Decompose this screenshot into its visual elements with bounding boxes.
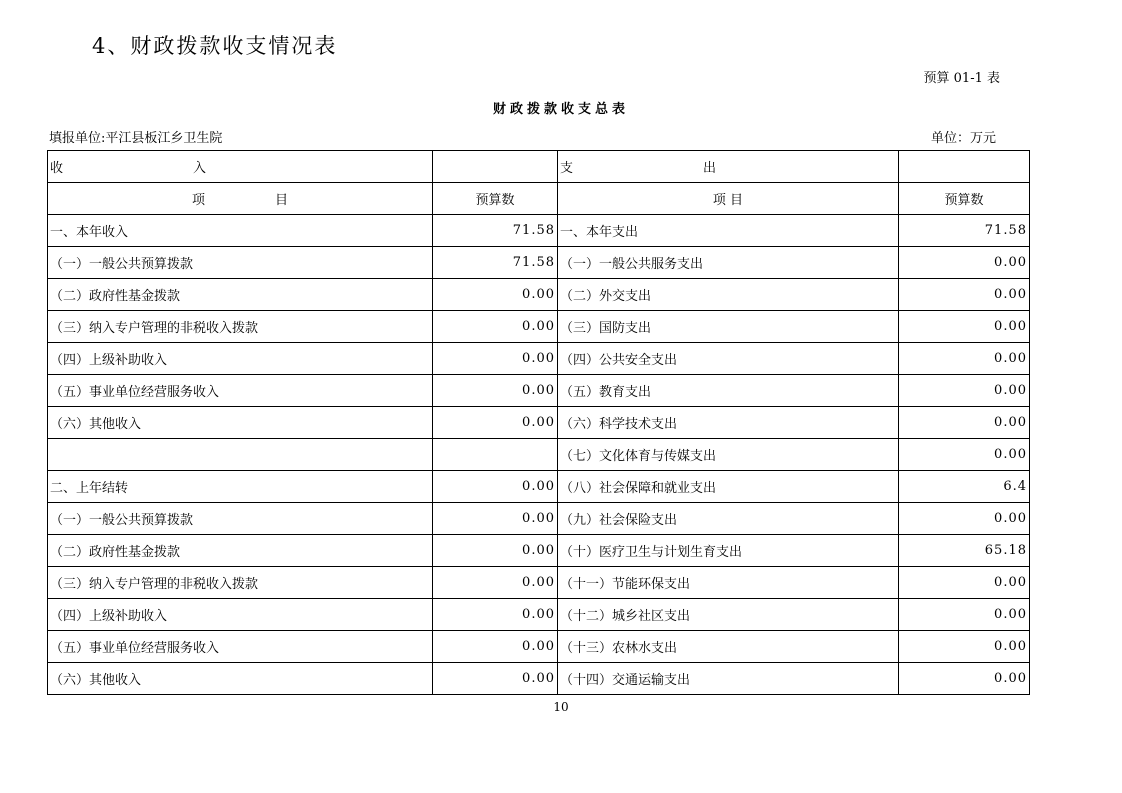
- expense-value-cell: 0.00: [899, 567, 1030, 599]
- expense-item-cell: （四）公共安全支出: [558, 343, 899, 375]
- expense-item-cell: （十四）交通运输支出: [558, 663, 899, 695]
- item-header-char-1: 项: [191, 193, 205, 208]
- expense-header: [558, 151, 899, 183]
- income-item-cell: （五）事业单位经营服务收入: [48, 631, 433, 663]
- table-row: [48, 599, 1030, 631]
- expense-header-char-2: 出: [703, 161, 717, 176]
- expense-item-cell: （五）教育支出: [558, 375, 899, 407]
- income-header-char-2: 入: [193, 161, 207, 176]
- page-number: 10: [553, 700, 569, 714]
- section-title: 4、财政拨款收支情况表: [92, 34, 338, 58]
- expense-value-cell: 0.00: [899, 279, 1030, 311]
- expense-value-cell: 0.00: [899, 631, 1030, 663]
- expense-item-cell: （三）国防支出: [558, 311, 899, 343]
- expense-item-cell: （十三）农林水支出: [558, 631, 899, 663]
- income-header-char-1: 收: [50, 161, 64, 176]
- item-header-char-2: 目: [275, 193, 289, 208]
- expense-value-cell: 0.00: [899, 311, 1030, 343]
- table-row: [48, 471, 1030, 503]
- table-row: [48, 247, 1030, 279]
- table-row: [48, 311, 1030, 343]
- income-value-cell: 0.00: [433, 567, 558, 599]
- income-item-column-header: [48, 183, 433, 215]
- expense-value-cell: 0.00: [899, 407, 1030, 439]
- income-item-cell: （六）其他收入: [48, 407, 433, 439]
- expense-budget-column-header: 预算数: [899, 183, 1030, 215]
- income-value-cell: 71.58: [433, 215, 558, 247]
- income-item-cell: （四）上级补助收入: [48, 599, 433, 631]
- income-header-blank: [433, 151, 558, 183]
- income-header: [48, 151, 433, 183]
- table-header-row: [48, 151, 1030, 183]
- income-item-cell: （六）其他收入: [48, 663, 433, 695]
- budget-table: [47, 150, 1030, 695]
- income-item-cell: [48, 439, 433, 471]
- expense-item-cell: （九）社会保险支出: [558, 503, 899, 535]
- table-row: [48, 375, 1030, 407]
- form-code: 预算 01-1 表: [923, 71, 1000, 86]
- expense-item-cell: （十一）节能环保支出: [558, 567, 899, 599]
- table-row: [48, 279, 1030, 311]
- income-value-cell: 0.00: [433, 343, 558, 375]
- income-item-cell: （三）纳入专户管理的非税收入拨款: [48, 311, 433, 343]
- table-row: [48, 663, 1030, 695]
- table-row: [48, 439, 1030, 471]
- expense-header-char-1: 支: [560, 161, 574, 176]
- table-row: [48, 503, 1030, 535]
- income-item-cell: （一）一般公共预算拨款: [48, 503, 433, 535]
- income-item-cell: （四）上级补助收入: [48, 343, 433, 375]
- income-value-cell: 0.00: [433, 503, 558, 535]
- income-value-cell: [433, 439, 558, 471]
- income-item-cell: （五）事业单位经营服务收入: [48, 375, 433, 407]
- expense-item-cell: （二）外交支出: [558, 279, 899, 311]
- currency-unit: 单位：万元: [930, 131, 996, 146]
- expense-value-cell: 0.00: [899, 247, 1030, 279]
- table-row: [48, 343, 1030, 375]
- income-item-cell: （二）政府性基金拨款: [48, 279, 433, 311]
- income-value-cell: 0.00: [433, 599, 558, 631]
- expense-value-cell: 65.18: [899, 535, 1030, 567]
- income-item-cell: （二）政府性基金拨款: [48, 535, 433, 567]
- table-body: [48, 151, 1030, 695]
- expense-value-cell: 6.4: [899, 471, 1030, 503]
- income-item-cell: （三）纳入专户管理的非税收入拨款: [48, 567, 433, 599]
- column-header-row: [48, 183, 1030, 215]
- expense-value-cell: 0.00: [899, 663, 1030, 695]
- expense-item-cell: （十二）城乡社区支出: [558, 599, 899, 631]
- expense-value-cell: 0.00: [899, 599, 1030, 631]
- expense-value-cell: 71.58: [899, 215, 1030, 247]
- income-value-cell: 0.00: [433, 663, 558, 695]
- income-value-cell: 0.00: [433, 311, 558, 343]
- income-value-cell: 0.00: [433, 279, 558, 311]
- income-item-cell: （一）一般公共预算拨款: [48, 247, 433, 279]
- table-row: [48, 215, 1030, 247]
- expense-item-cell: （六）科学技术支出: [558, 407, 899, 439]
- table-row: [48, 631, 1030, 663]
- expense-value-cell: 0.00: [899, 375, 1030, 407]
- income-value-cell: 71.58: [433, 247, 558, 279]
- table-row: [48, 535, 1030, 567]
- expense-item-cell: （七）文化体育与传媒支出: [558, 439, 899, 471]
- expense-header-blank: [899, 151, 1030, 183]
- income-budget-column-header: 预算数: [433, 183, 558, 215]
- expense-value-cell: 0.00: [899, 439, 1030, 471]
- expense-item-column-header: 项 目: [558, 183, 899, 215]
- income-value-cell: 0.00: [433, 375, 558, 407]
- expense-value-cell: 0.00: [899, 343, 1030, 375]
- income-item-cell: 二、上年结转: [48, 471, 433, 503]
- income-value-cell: 0.00: [433, 407, 558, 439]
- table-title: 财政拨款收支总表: [492, 102, 629, 117]
- expense-value-cell: 0.00: [899, 503, 1030, 535]
- expense-item-cell: （十）医疗卫生与计划生育支出: [558, 535, 899, 567]
- expense-item-cell: 一、本年支出: [558, 215, 899, 247]
- income-value-cell: 0.00: [433, 471, 558, 503]
- income-item-cell: 一、本年收入: [48, 215, 433, 247]
- table-row: [48, 407, 1030, 439]
- expense-item-cell: （一）一般公共服务支出: [558, 247, 899, 279]
- table-row: [48, 567, 1030, 599]
- expense-item-cell: （八）社会保障和就业支出: [558, 471, 899, 503]
- reporting-unit: 填报单位:平江县板江乡卫生院: [49, 131, 223, 146]
- income-value-cell: 0.00: [433, 631, 558, 663]
- income-value-cell: 0.00: [433, 535, 558, 567]
